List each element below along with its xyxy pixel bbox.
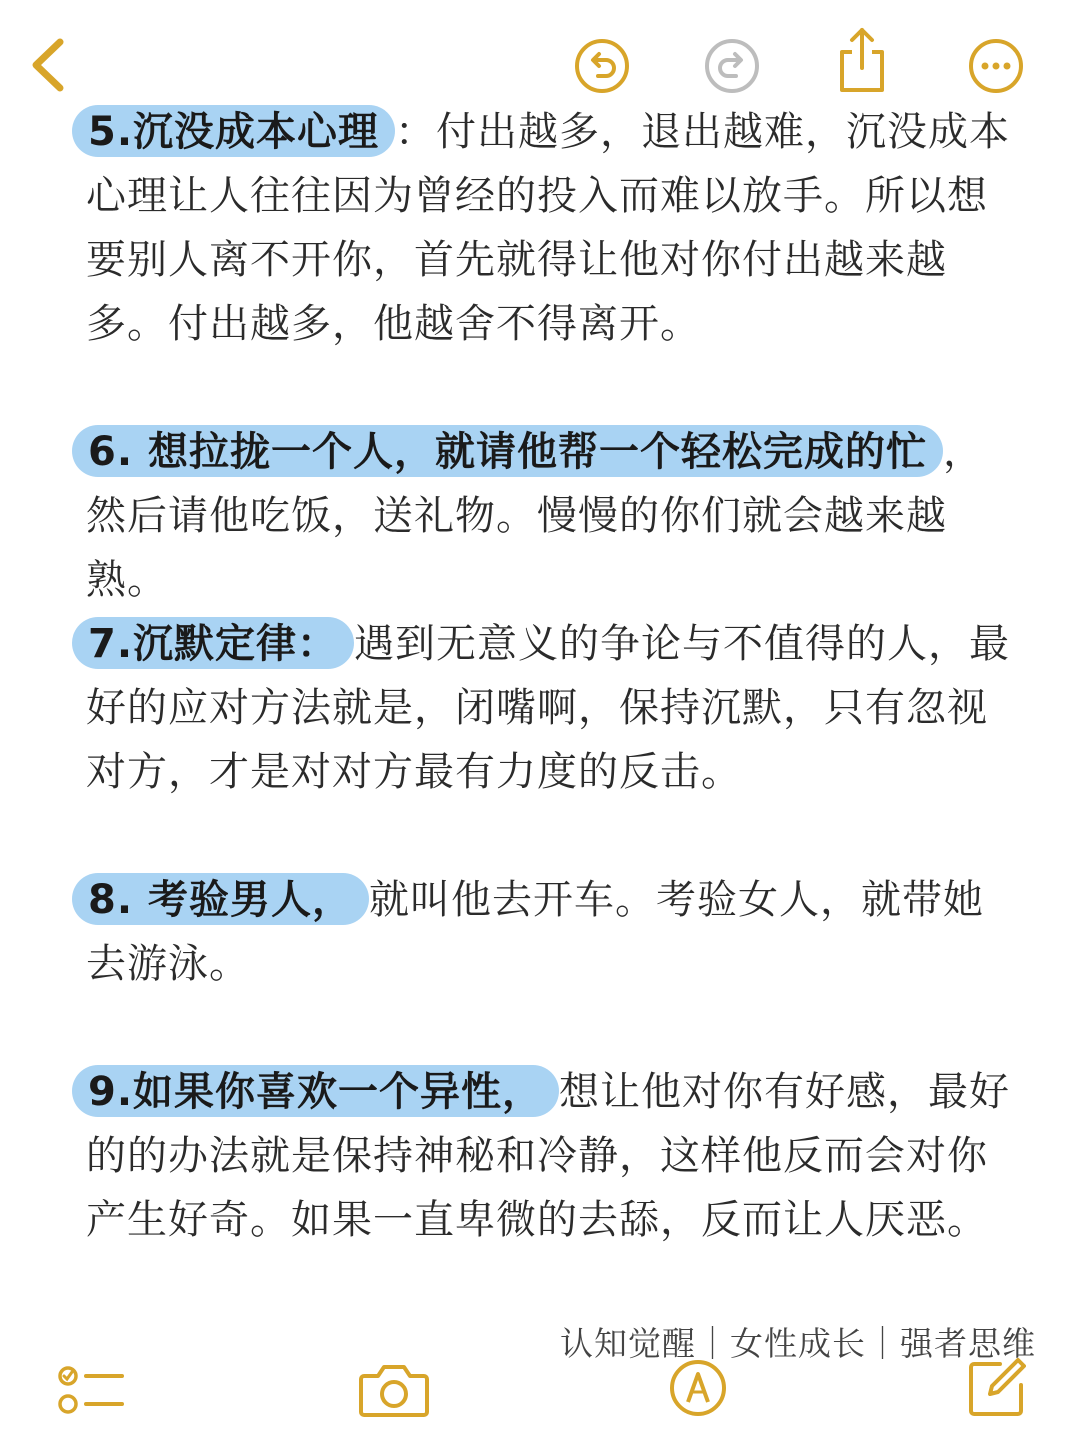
note-item-8 <box>70 868 1020 996</box>
redo-icon[interactable] <box>704 38 760 94</box>
blank-line <box>70 356 1020 420</box>
hashtag-line: 认知觉醒｜女性成长｜强者思维 <box>560 1324 1036 1363</box>
chevron-left-icon[interactable] <box>28 36 68 94</box>
compose-icon[interactable] <box>966 1356 1026 1418</box>
note-text: 想让他对你有好感，最好的的办法就是保持神秘和冷静，这样他反而会对你产生好奇。如果一直卑微的去舔，反而让人厌恶。 <box>86 1069 1011 1243</box>
note-text: ，然后请他吃饭，送礼物。慢慢的你们就会越来越熟。 <box>86 429 984 603</box>
note-body[interactable] <box>70 100 1020 1252</box>
undo-icon[interactable] <box>574 38 630 94</box>
note-heading: 7.沉默定律： <box>72 617 354 669</box>
blank-line <box>70 996 1020 1060</box>
share-icon[interactable] <box>836 26 888 94</box>
bottom-toolbar <box>0 1350 1080 1443</box>
note-heading: 8. 考验男人， <box>72 873 369 925</box>
note-text: 遇到无意义的争论与不值得的人，最好的应对方法就是，闭嘴啊，保持沉默，只有忽视对方，才是对对方最有力度的反击。 <box>86 621 1011 795</box>
top-toolbar <box>0 0 1080 110</box>
camera-icon[interactable] <box>358 1362 430 1418</box>
note-item-6 <box>70 420 1020 612</box>
note-heading: 9.如果你喜欢一个异性， <box>72 1065 559 1117</box>
note-heading: 6. 想拉拢一个人，就请他帮一个轻松完成的忙 <box>72 425 943 477</box>
pen-markup-icon[interactable] <box>668 1358 728 1418</box>
blank-line <box>70 804 1020 868</box>
note-item-9 <box>70 1060 1020 1252</box>
note-text: 就叫他去开车。考验女人，就带她去游泳。 <box>86 877 984 987</box>
note-text: ：付出越多，退出越难，沉没成本心理让人往往因为曾经的投入而难以放手。所以想要别人离不开你，首先就得让他对你付出越来越多。付出越多，他越舍不得离开。 <box>86 109 1011 347</box>
note-item-5 <box>70 100 1020 356</box>
ellipsis-icon[interactable] <box>968 38 1024 94</box>
note-item-7 <box>70 612 1020 804</box>
note-heading: 5.沉没成本心理 <box>72 105 395 157</box>
checklist-icon[interactable] <box>56 1362 126 1418</box>
